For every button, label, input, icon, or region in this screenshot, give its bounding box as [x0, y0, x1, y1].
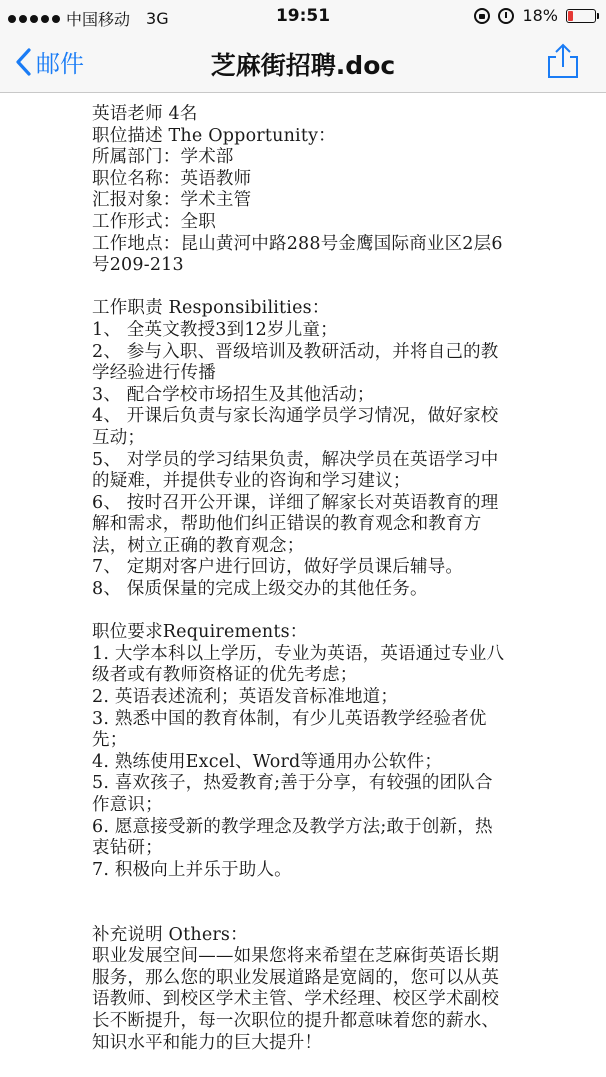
responsibility-line: 8、 保质保量的完成上级交办的其他任务。 [92, 579, 428, 600]
spacer [92, 903, 562, 925]
others-list [92, 946, 562, 1054]
status-right [474, 6, 596, 25]
document-body [92, 104, 562, 1054]
responsibility-line: 4、 开课后负责与家长沟通学员学习情况，做好家校 [92, 406, 499, 427]
spacer [92, 601, 562, 623]
responsibilities-list [92, 320, 562, 601]
others-title: 补充说明 Others： [92, 924, 248, 945]
location-line: 工作地点：昆山黄河中路288号金鹰国际商业区2层6 [92, 233, 503, 254]
others-line: 语教师、到校区学术主管、学术经理、校区学术副校 [92, 989, 500, 1010]
responsibility-line: 法，树立正确的教育观念； [92, 535, 305, 556]
description-title: 职位描述 The Opportunity： [92, 125, 336, 146]
report-to-line: 汇报对象：学术主管 [92, 190, 252, 211]
responsibility-line: 3、 配合学校市场招生及其他活动； [92, 384, 375, 405]
spacer [92, 881, 562, 903]
responsibility-line: 的疑难，并提供专业的咨询和学习建议； [92, 471, 411, 492]
location-line-continued: 号209-213 [92, 255, 184, 276]
requirement-line: 5. 喜欢孩子，热爱教育;善于分享，有较强的团队合 [92, 773, 493, 794]
others-line: 服务，那么您的职业发展道路是宽阔的，您可以从英 [92, 967, 500, 988]
responsibility-line: 6、 按时召开公开课，详细了解家长对英语教育的理 [92, 492, 499, 513]
requirement-line: 3. 熟悉中国的教育体制，有少儿英语教学经验者优 [92, 708, 487, 729]
responsibility-line: 2、 参与入职、晋级培训及教研活动，并将自己的教 [92, 341, 499, 362]
requirement-line: 衷钻研； [92, 838, 163, 859]
requirements-title: 职位要求Requirements： [92, 622, 308, 643]
responsibility-line: 互动； [92, 427, 146, 448]
share-icon[interactable] [546, 42, 580, 80]
requirement-line: 2. 英语表述流利；英语发音标准地道； [92, 687, 399, 708]
requirement-line: 6. 愿意接受新的教学理念及教学方法;敢于创新，热 [92, 816, 493, 837]
responsibility-line: 7、 定期对客户进行回访，做好学员课后辅导。 [92, 557, 464, 578]
requirements-list [92, 644, 562, 882]
responsibility-line: 解和需求，帮助他们纠正错误的教育观念和教育方 [92, 514, 482, 535]
work-type-line: 工作形式：全职 [92, 211, 216, 232]
network-label: 3G [146, 9, 169, 28]
responsibilities-title: 工作职责 Responsibilities： [92, 298, 330, 319]
rotation-lock-icon [474, 8, 490, 24]
navigation-bar [0, 32, 606, 93]
carrier-label: 中国移动 [66, 10, 131, 29]
requirement-line: 7. 积极向上并乐于助人。 [92, 859, 292, 880]
battery-icon [566, 9, 596, 23]
requirement-line: 级者或有教师资格证的优先考虑； [92, 665, 358, 686]
responsibility-line: 1、 全英文教授3到12岁儿童； [92, 319, 338, 340]
position-line: 英语老师 4名 [92, 104, 198, 124]
back-label: 邮件 [36, 50, 84, 78]
battery-percent: 18% [522, 6, 558, 25]
status-time: 19:51 [275, 6, 331, 26]
others-line: 知识水平和能力的巨大提升！ [92, 1032, 323, 1053]
requirement-line: 作意识； [92, 795, 163, 815]
alarm-icon [498, 8, 514, 24]
others-line: 职业发展空间——如果您将来希望在芝麻街英语长期 [92, 946, 500, 967]
battery-level-fill [568, 11, 573, 21]
requirement-line: 1. 大学本科以上学历，专业为英语，英语通过专业八 [92, 643, 505, 664]
job-title-line: 职位名称：英语教师 [92, 168, 252, 189]
others-line: 长不断提升，每一次职位的提升都意味着您的薪水、 [92, 1010, 500, 1031]
spacer [92, 277, 562, 299]
responsibility-line: 学经验进行传播 [92, 363, 216, 384]
status-bar [0, 0, 606, 32]
responsibility-line: 5、 对学员的学习结果负责，解决学员在英语学习中 [92, 449, 499, 470]
requirement-line: 4. 熟练使用Excel、Word等通用办公软件； [92, 751, 443, 772]
document-title: 芝麻街招聘.doc [210, 51, 396, 80]
department-line: 所属部门：学术部 [92, 147, 234, 168]
requirement-line: 先； [92, 730, 128, 751]
